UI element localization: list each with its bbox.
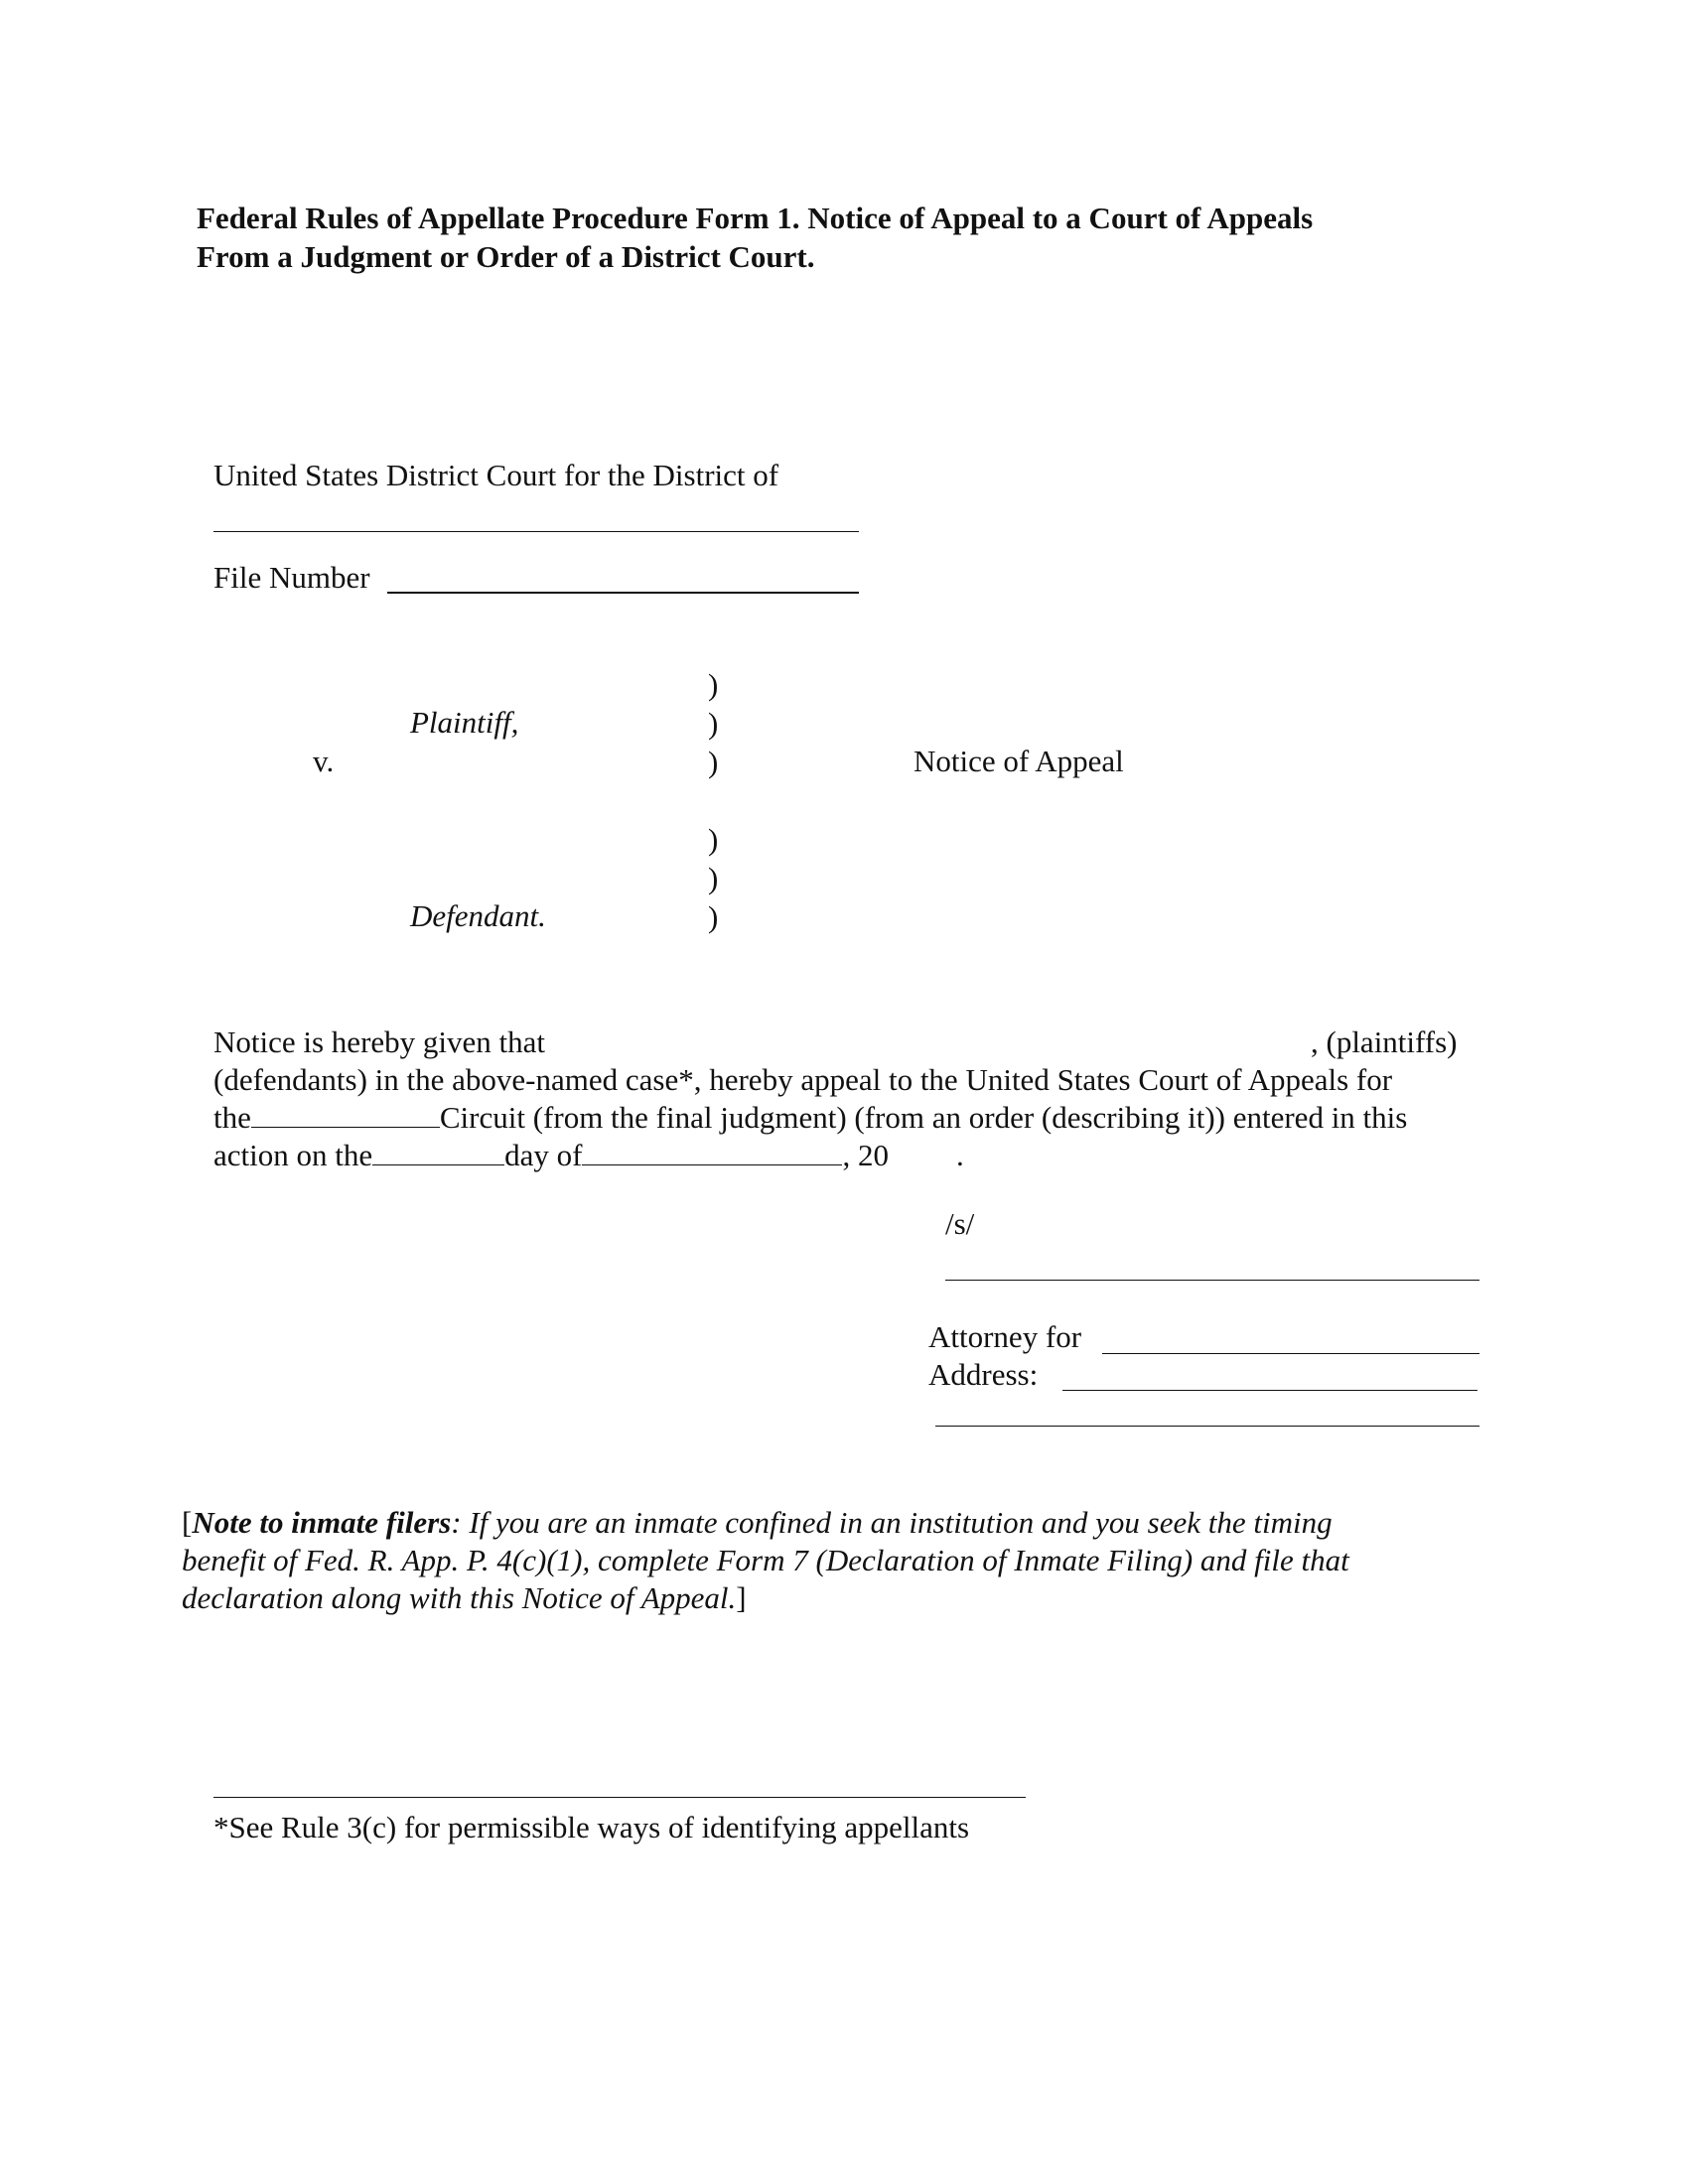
notice-line-3-start: the — [213, 1100, 251, 1135]
inmate-note-line-3 — [182, 1579, 747, 1617]
signature-mark: /s/ — [945, 1206, 975, 1241]
footnote-separator — [213, 1797, 1026, 1798]
caption-paren-2: ) — [708, 706, 719, 741]
inmate-note-line-2: benefit of Fed. R. App. P. 4(c)(1), complete Form 7 (Declaration of Inmate Filing) and file that — [182, 1543, 1349, 1577]
circuit-blank[interactable] — [251, 1099, 440, 1128]
inmate-note-text-3: declaration along with this Notice of Appeal. — [182, 1580, 737, 1615]
attorney-for-label: Attorney for — [928, 1319, 1082, 1354]
form-title-line-1: Federal Rules of Appellate Procedure Form 1. Notice of Appeal to a Court of Appeals — [197, 201, 1314, 235]
notice-of-appeal-heading: Notice of Appeal — [914, 744, 1124, 778]
inmate-note-bold-label: Note to inmate filers — [192, 1505, 452, 1540]
notice-line-3 — [213, 1099, 1407, 1137]
footnote-text: *See Rule 3(c) for permissible ways of identifying appellants — [213, 1810, 970, 1844]
versus-label: v. — [313, 744, 335, 778]
notice-line-1-start: Notice is hereby given that — [213, 1024, 546, 1059]
defendant-label: Defendant. — [410, 898, 546, 933]
form-title-line-2: From a Judgment or Order of a District Court. — [197, 239, 815, 274]
inmate-note-colon: : — [451, 1505, 462, 1540]
notice-line-4-end: , 20 — [842, 1138, 889, 1172]
inmate-note-line-1 — [182, 1504, 1333, 1542]
inmate-note-close-bracket: ] — [736, 1580, 747, 1615]
notice-line-2: (defendants) in the above-named case*, hereby appeal to the United States Court of Appeals for — [213, 1062, 1393, 1097]
address-blank-2[interactable] — [935, 1426, 1479, 1427]
caption-paren-1: ) — [708, 667, 719, 702]
caption-paren-3: ) — [708, 745, 719, 779]
signature-line[interactable] — [945, 1280, 1479, 1281]
caption-paren-4: ) — [708, 822, 719, 857]
notice-line-4 — [213, 1137, 964, 1174]
inmate-note-open-bracket: [ — [182, 1505, 193, 1540]
notice-line-1-end: , (plaintiffs) — [1311, 1024, 1458, 1059]
caption-paren-5: ) — [708, 861, 719, 895]
month-blank[interactable] — [582, 1137, 842, 1165]
caption-paren-6: ) — [708, 899, 719, 934]
inmate-note-text-1: If you are an inmate confined in an institution and you seek the timing — [461, 1505, 1333, 1540]
plaintiff-label: Plaintiff, — [410, 705, 519, 740]
notice-line-4-mid: day of — [504, 1138, 583, 1172]
notice-line-4-period: . — [955, 1138, 964, 1172]
appellant-name-field[interactable] — [576, 1034, 1311, 1062]
attorney-for-blank[interactable] — [1102, 1353, 1479, 1354]
day-blank[interactable] — [372, 1137, 504, 1165]
court-district-label: United States District Court for the District of — [213, 458, 779, 492]
address-label: Address: — [928, 1357, 1039, 1392]
file-number-label: File Number — [213, 560, 370, 595]
notice-line-4-start: action on the — [213, 1138, 373, 1172]
address-blank-1[interactable] — [1062, 1390, 1477, 1391]
file-number-blank-line[interactable] — [387, 592, 859, 594]
district-blank-line[interactable] — [213, 531, 859, 532]
notice-line-3-end: Circuit (from the final judgment) (from an order (describing it)) entered in this — [439, 1100, 1408, 1135]
